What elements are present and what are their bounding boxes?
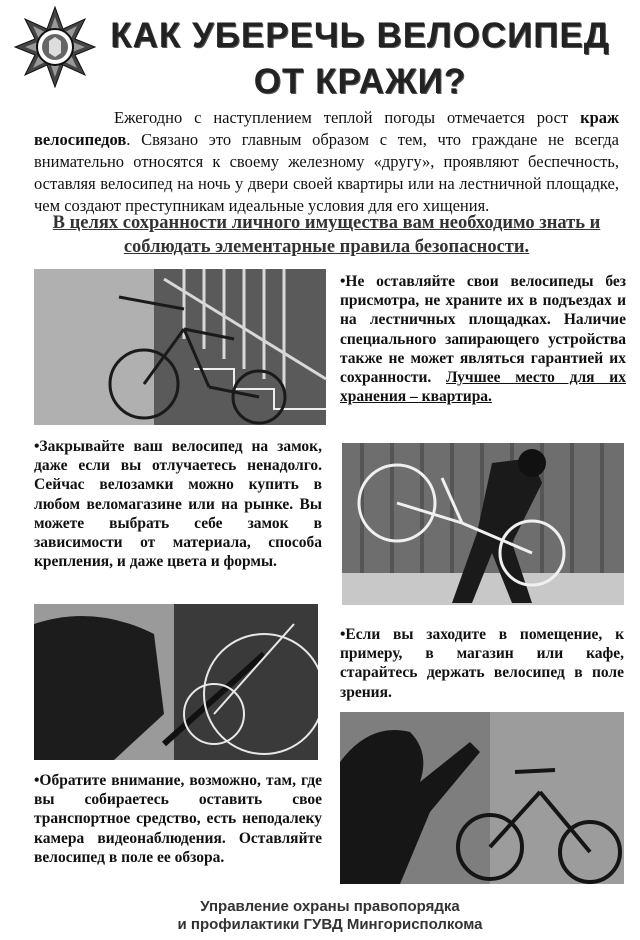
page-title-line-1: КАК УБЕРЕЧЬ ВЕЛОСИПЕД: [110, 16, 610, 55]
intro-text-1: Ежегодно с наступлением теплой погоды отмечается рост: [114, 108, 581, 127]
thief-carrying-bicycle-photo: [342, 443, 624, 605]
footer: [100, 898, 560, 934]
tip-1-underlined: Лучшее место для их хранения – квартира.: [340, 369, 626, 406]
bicycle-in-stairwell-photo: [34, 269, 326, 425]
tip-4-text: •Обратите внимание, возможно, там, где вы собираетесь оставить свое транспортное средство, есть неподалеку камера видеонаблюдения. Оставляйте велосипед в поле ее обзора.: [34, 772, 322, 866]
tip-3-text: •Если вы заходите в помещение, к примеру, в магазин или кафе, старайтесь держать велосипед в поле зрения.: [340, 626, 624, 701]
footer-line-2: и профилактики ГУВД Мингорисполкома: [177, 916, 483, 933]
intro-bold-text: краж велосипедов: [34, 108, 619, 149]
thief-shadow-reaching-bicycle-photo: [340, 712, 624, 884]
tip-2-text: •Закрывайте ваш велосипед на замок, даже если вы отлучаетесь ненадолго. Сейчас велозамки можно купить в любом веломагазине или на рынке. Вы можете выбрать себе замок в зависимости от материала, способа крепления, и даже цвета и формы.: [34, 438, 322, 571]
tip-1-text: [340, 272, 626, 406]
intro-paragraph: [34, 107, 619, 217]
intro-text-2: . Связано это главным образом с тем, что граждане не всегда внимательно относятся к своему железному «другу», проявляют беспечность, оставляя велосипед на ночь у двери своей квартиры или на лестничной площадке, чем создают преступникам идеальные условия для его хищения.: [34, 130, 619, 215]
cutting-bike-lock-photo: [34, 604, 318, 760]
page-title-line-2: ОТ КРАЖИ?: [253, 62, 467, 101]
safety-headline: В целях сохранности личного имущества вам необходимо знать и соблюдать элементарные правила безопасности.: [52, 213, 601, 257]
footer-line-1: Управление охраны правопорядка: [200, 898, 460, 915]
police-emblem-icon: [14, 6, 96, 88]
tip-1-body: •Не оставляйте свои велосипеды без присмотра, не храните их в подъездах и на лестничных площадках. Наличие специального запирающего устройства также не может являться гарантией их сохранности.: [340, 273, 626, 387]
